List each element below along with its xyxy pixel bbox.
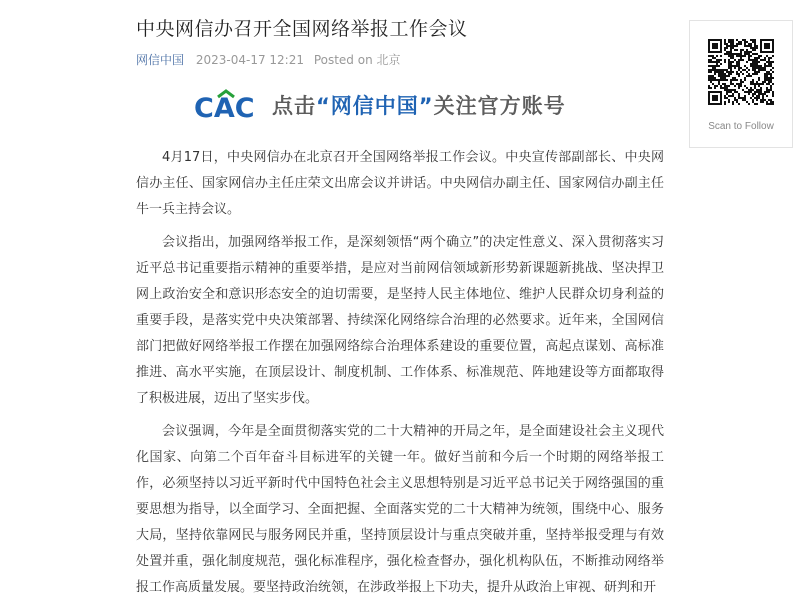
cac-logo-text: CAC: [194, 93, 255, 124]
source-link[interactable]: 网信中国: [136, 53, 185, 67]
posted-location: Posted on 北京: [313, 53, 401, 67]
qr-follow-card[interactable]: [689, 20, 793, 148]
banner-text: [272, 86, 566, 126]
banner-suffix: 关注官方账号: [433, 94, 566, 118]
article-title: 中央网信办召开全国网络举报工作会议: [136, 18, 468, 40]
article-body: [136, 145, 664, 600]
article-meta: [136, 52, 401, 68]
qr-code-icon[interactable]: [708, 39, 774, 105]
banner-prefix: 点击: [272, 94, 316, 118]
follow-banner[interactable]: [192, 84, 632, 128]
paragraph: 会议强调，今年是全面贯彻落实党的二十大精神的开局之年，是全面建设社会主义现代化国家、向第二个百年奋斗目标进军的关键一年。做好当前和今后一个时期的网络举报工作，必须坚持以习近平新时代中国特色社会主义思想特别是习近平总书记关于网络强国的重要思想为指导，以全面学习、全面把握、全面落实党的二十大精神为统领，围绕中心、服务大局，坚持依靠网民与服务网民并重，坚持顶层设计与重点突破并重，坚持举报受理与有效处置并重，强化制度规范，强化标准程序，强化检查督办，强化机构队伍，不断推动网络举报工作高质量发展。要坚持政治统领，在涉政举报上下功夫，提升从政治上审视、研判和开: [136, 424, 664, 595]
paragraph: 4月17日，中央网信办在北京召开全国网络举报工作会议。中央宣传部副部长、中央网信办主任、国家网信办主任庄荣文出席会议并讲话。中央网信办副主任、国家网信办副主任牛一兵主持会议。: [136, 150, 664, 217]
banner-account-name: “网信中国”: [316, 94, 434, 118]
publish-time: 2023-04-17 12:21: [195, 53, 304, 67]
qr-caption: Scan to Follow: [708, 121, 774, 132]
paragraph: 会议指出，加强网络举报工作，是深刻领悟“两个确立”的决定性意义、深入贯彻落实习近平总书记重要指示精神的重要举措，是应对当前网信领域新形势新课题新挑战、坚决捍卫网上政治安全和意识形态安全的迫切需要，是坚持人民主体地位、维护人民群众切身利益的重要手段，是落实党中央决策部署、持续深化网络综合治理的必然要求。近年来，全国网信部门把做好网络举报工作摆在加强网络综合治理体系建设的重要位置，高起点谋划、高标准推进、高水平实施，在顶层设计、制度机制、工作体系、标准规范、阵地建设等方面都取得了积极进展，迈出了坚实步伐。: [136, 235, 664, 406]
cac-logo: [192, 86, 262, 126]
